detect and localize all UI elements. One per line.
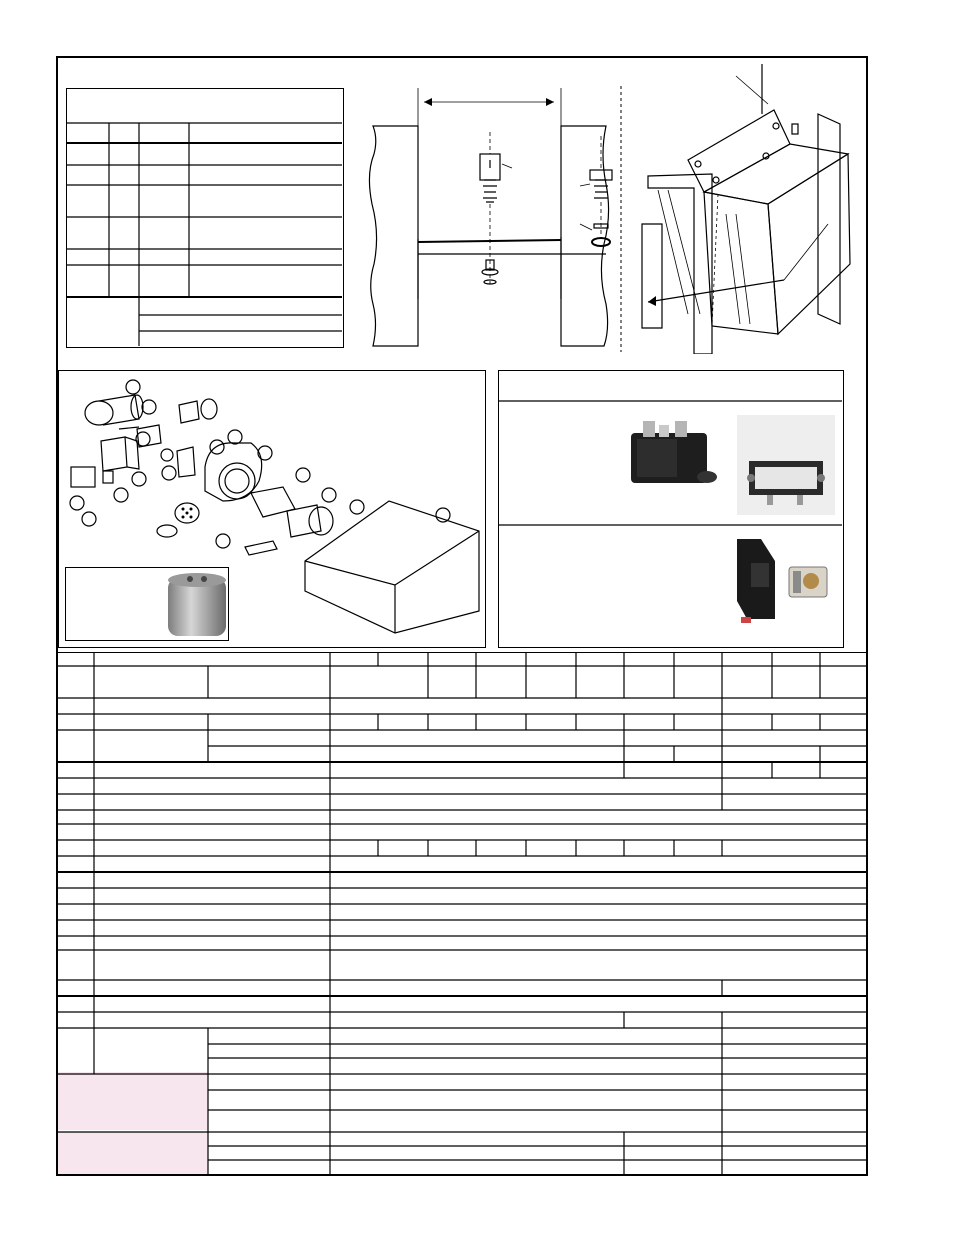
relay-photo-black xyxy=(623,415,719,495)
blower-exploded-view-panel xyxy=(58,370,486,648)
spec-sheet-frame xyxy=(56,56,868,1176)
relay-photo-clear xyxy=(785,559,831,605)
cabinet-install-drawing xyxy=(628,64,858,354)
dashed-separator xyxy=(618,86,624,352)
spec-table xyxy=(58,652,866,1174)
relay-photo-module xyxy=(737,415,835,515)
capacitor-inset xyxy=(65,567,229,641)
spec-table-grid xyxy=(58,652,866,1174)
relay-panel xyxy=(498,370,844,648)
capacitor-photo xyxy=(66,568,227,639)
relay-photo-din xyxy=(731,535,781,625)
parts-table-small xyxy=(66,88,344,348)
parts-table-grid xyxy=(67,89,342,346)
mounting-drawing xyxy=(368,84,618,354)
